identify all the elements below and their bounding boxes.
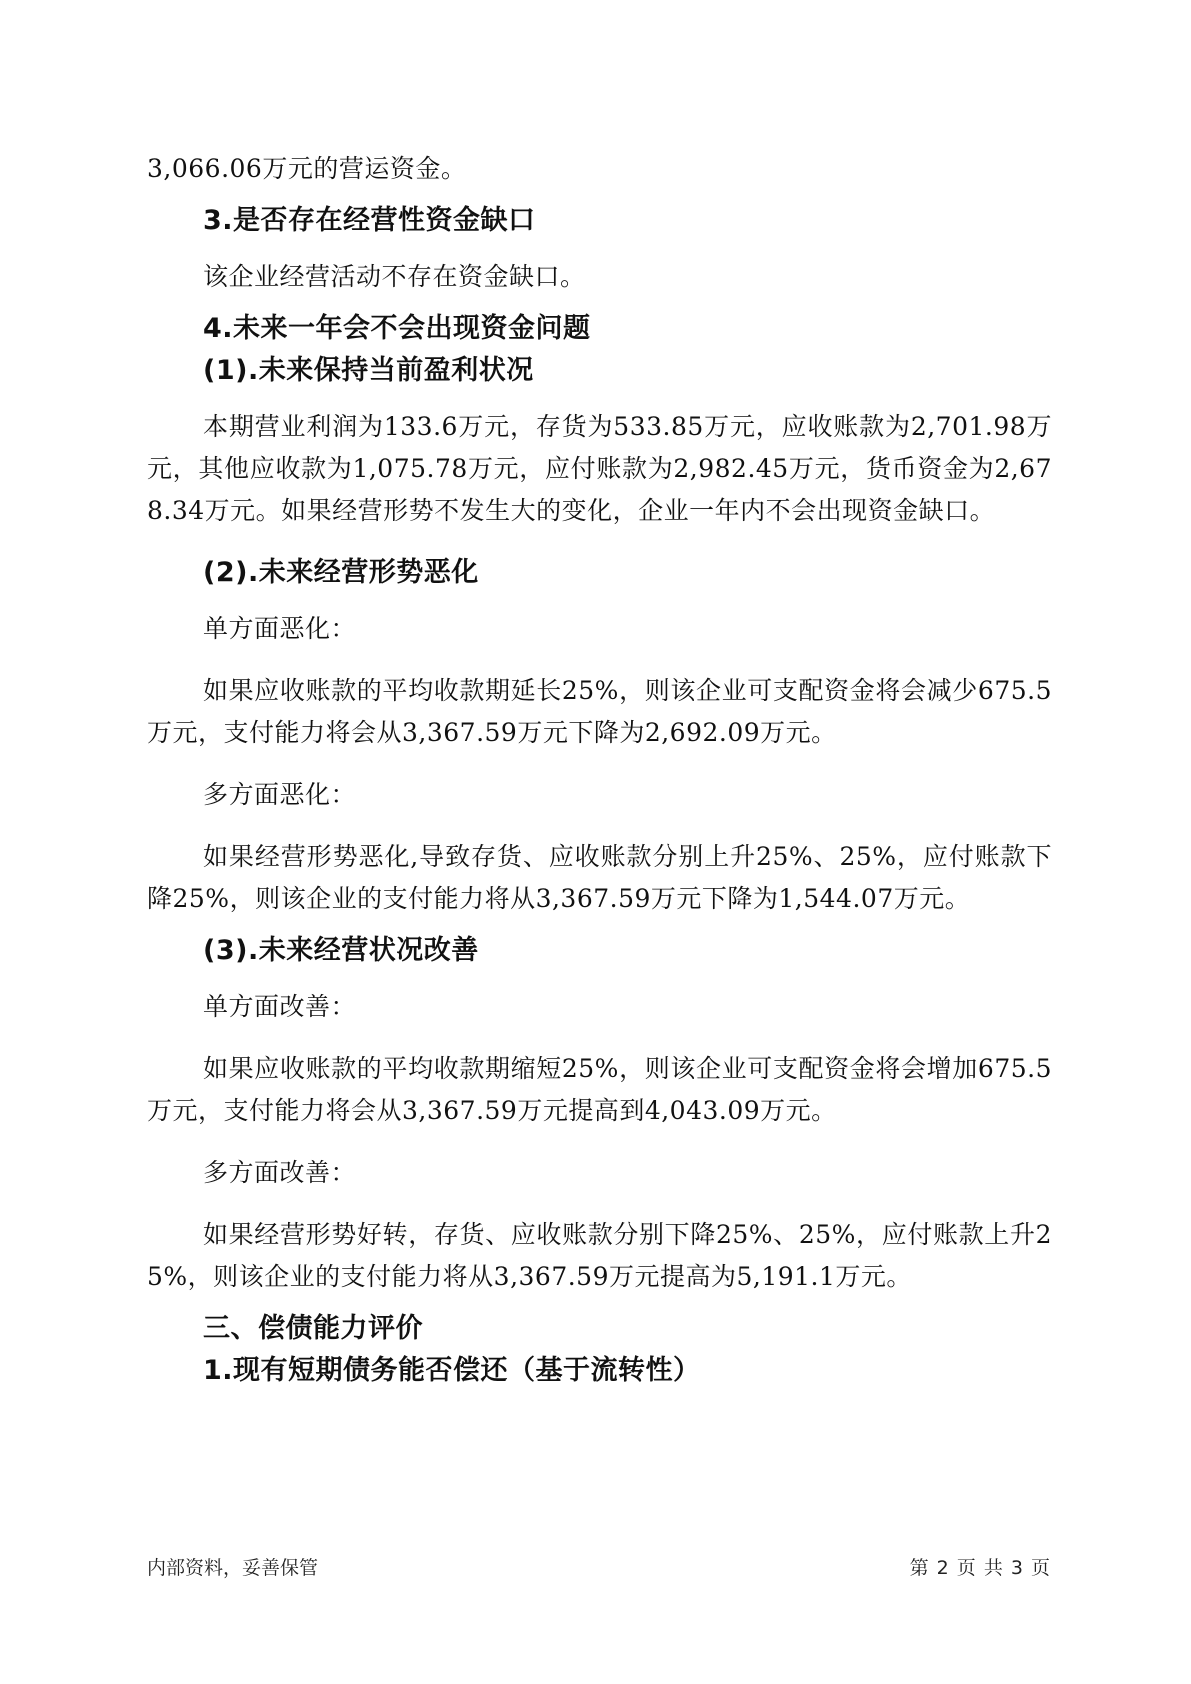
paragraph-better-multi: 如果经营形势好转，存货、应收账款分别下降25%、25%，应付账款上升25%，则该企业的支付能力将从3,367.59万元提高为5,191.1万元。 bbox=[147, 1220, 1052, 1291]
section-3-title: 三、偿债能力评价 bbox=[203, 1313, 423, 1344]
paragraph-better-single: 如果应收账款的平均收款期缩短25%，则该企业可支配资金将会增加675.5万元，支付能力将会从3,367.59万元提高到4,043.09万元。 bbox=[147, 1054, 1052, 1125]
footer-page-number: 第 2 页 共 3 页 bbox=[909, 1557, 1051, 1579]
paragraph-worse-single: 如果应收账款的平均收款期延长25%，则该企业可支配资金将会减少675.5万元，支付能力将会从3,367.59万元下降为2,692.09万元。 bbox=[147, 676, 1052, 747]
label-worse-single: 单方面恶化： bbox=[203, 614, 357, 643]
heading-4-2-worse: (2).未来经营形势恶化 bbox=[203, 557, 479, 588]
heading-4-1-current: (1).未来保持当前盈利状况 bbox=[203, 355, 534, 386]
paragraph-current: 本期营业利润为133.6万元，存货为533.85万元，应收账款为2,701.98万元，其他应收款为1,075.78万元，应付账款为2,982.45万元，货币资金为2,678.34万元。如果经营形势不发生大的变化，企业一年内不会出现资金缺口。 bbox=[147, 412, 1052, 525]
paragraph-intro: 3,066.06万元的营运资金。 bbox=[147, 154, 467, 183]
heading-4-next-year: 4.未来一年会不会出现资金问题 bbox=[203, 313, 591, 344]
paragraph-worse-multi: 如果经营形势恶化,导致存货、应收账款分别上升25%、25%，应付账款下降25%，则该企业的支付能力将从3,367.59万元下降为1,544.07万元。 bbox=[147, 842, 1052, 913]
page-content bbox=[147, 148, 1052, 1392]
heading-s3-1: 1.现有短期债务能否偿还（基于流转性） bbox=[203, 1355, 701, 1386]
label-better-single: 单方面改善： bbox=[203, 992, 357, 1021]
label-worse-multi: 多方面恶化： bbox=[203, 780, 357, 809]
footer-confidential: 内部资料，妥善保管 bbox=[147, 1557, 319, 1579]
heading-4-3-better: (3).未来经营状况改善 bbox=[203, 935, 479, 966]
label-better-multi: 多方面改善： bbox=[203, 1158, 357, 1187]
heading-3-funding-gap: 3.是否存在经营性资金缺口 bbox=[203, 205, 536, 236]
paragraph-gap: 该企业经营活动不存在资金缺口。 bbox=[203, 262, 586, 291]
